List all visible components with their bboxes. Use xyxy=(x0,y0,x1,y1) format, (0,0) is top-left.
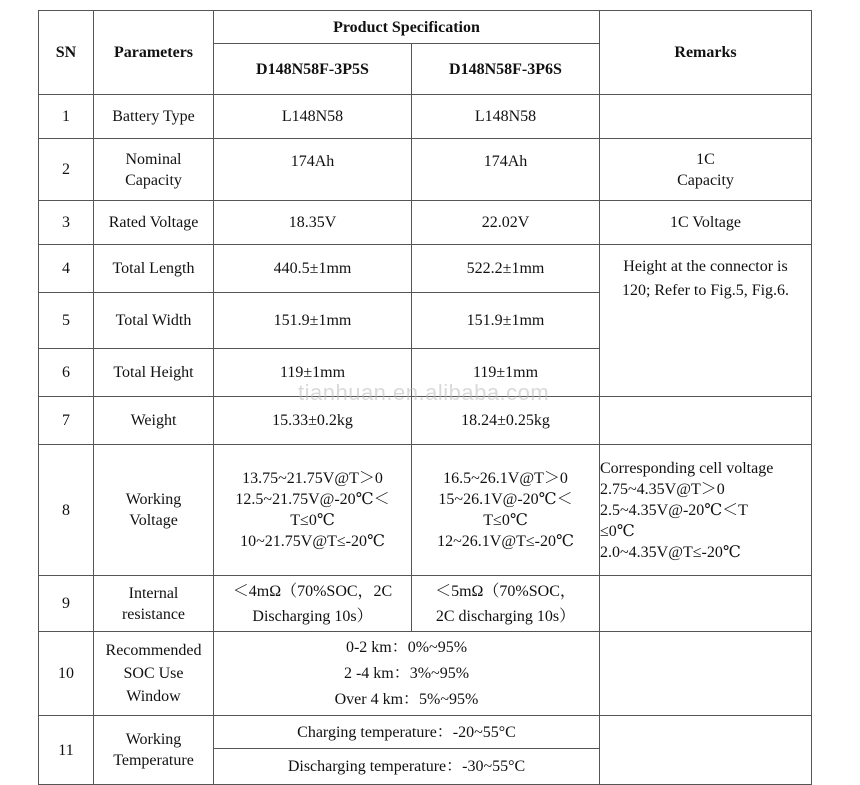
row-remark: 1C Capacity xyxy=(600,139,812,201)
watermark: tianhuan.en.alibaba.com xyxy=(298,380,550,405)
row-param: Rated Voltage xyxy=(94,201,214,245)
row-value-b: 174Ah xyxy=(412,139,600,201)
row-sn: 2 xyxy=(39,139,94,201)
row-value-a: 151.9±1mm xyxy=(214,293,412,349)
row-param: Recommended SOC Use Window xyxy=(94,632,214,716)
row-value-a: 13.75~21.75V@T＞0 12.5~21.75V@-20℃＜ T≤0℃ 10~21.75V@T≤-20℃ xyxy=(214,445,412,576)
row-value-a: 15.33±0.2kg xyxy=(214,397,412,445)
header-model-a: D148N58F-3P5S xyxy=(214,44,412,95)
row-value-a: ＜4mΩ（70%SOC，2C Discharging 10s） xyxy=(214,576,412,632)
row-value-b: 22.02V xyxy=(412,201,600,245)
row-remark: 1C Voltage xyxy=(600,201,812,245)
row-value-soc: 0-2 km：0%~95% 2 -4 km：3%~95% Over 4 km：5%~95% xyxy=(214,632,600,716)
row-value-charging: Charging temperature：-20~55°C xyxy=(214,716,600,749)
header-parameters: Parameters xyxy=(94,11,214,95)
row-sn: 9 xyxy=(39,576,94,632)
row-remark xyxy=(600,576,812,632)
row-remark xyxy=(600,397,812,445)
row-param: Battery Type xyxy=(94,95,214,139)
row-sn: 6 xyxy=(39,349,94,397)
row-value-b: L148N58 xyxy=(412,95,600,139)
table-row xyxy=(39,576,812,632)
row-value-b: 18.24±0.25kg xyxy=(412,397,600,445)
table-row xyxy=(39,397,812,445)
row-remark: Height at the connector is 120; Refer to Fig.5, Fig.6. xyxy=(600,245,812,397)
row-param: Total Height xyxy=(94,349,214,397)
row-remark: Corresponding cell voltage 2.75~4.35V@T＞0 2.5~4.35V@-20℃＜T ≤0℃ 2.0~4.35V@T≤-20℃ xyxy=(600,445,812,576)
header-remarks: Remarks xyxy=(600,11,812,95)
row-value-a: 174Ah xyxy=(214,139,412,201)
row-param: Working Voltage xyxy=(94,445,214,576)
table-row xyxy=(39,445,812,576)
row-sn: 10 xyxy=(39,632,94,716)
row-remark xyxy=(600,632,812,716)
row-param: Nominal Capacity xyxy=(94,139,214,201)
row-remark xyxy=(600,716,812,785)
table-row xyxy=(39,632,812,716)
table-row xyxy=(39,201,812,245)
row-sn: 7 xyxy=(39,397,94,445)
table-row xyxy=(39,139,812,201)
row-sn: 8 xyxy=(39,445,94,576)
row-value-a: L148N58 xyxy=(214,95,412,139)
header-sn: SN xyxy=(39,11,94,95)
header-model-b: D148N58F-3P6S xyxy=(412,44,600,95)
row-value-b: 16.5~26.1V@T＞0 15~26.1V@-20℃＜ T≤0℃ 12~26.1V@T≤-20℃ xyxy=(412,445,600,576)
row-param: Total Length xyxy=(94,245,214,293)
table-row xyxy=(39,716,812,749)
row-value-b: 119±1mm xyxy=(412,349,600,397)
row-value-b: ＜5mΩ（70%SOC， 2C discharging 10s） xyxy=(412,576,600,632)
row-sn: 3 xyxy=(39,201,94,245)
spec-table xyxy=(38,10,812,785)
header-product-spec: Product Specification xyxy=(214,11,600,44)
row-param: Internal resistance xyxy=(94,576,214,632)
row-value-a: 18.35V xyxy=(214,201,412,245)
table-row xyxy=(39,95,812,139)
row-sn: 5 xyxy=(39,293,94,349)
row-value-a: 440.5±1mm xyxy=(214,245,412,293)
row-sn: 1 xyxy=(39,95,94,139)
row-value-b: 522.2±1mm xyxy=(412,245,600,293)
row-sn: 11 xyxy=(39,716,94,785)
row-value-a: 119±1mm xyxy=(214,349,412,397)
table-row xyxy=(39,245,812,293)
row-param: Working Temperature xyxy=(94,716,214,785)
row-value-b: 151.9±1mm xyxy=(412,293,600,349)
row-sn: 4 xyxy=(39,245,94,293)
row-value-discharging: Discharging temperature：-30~55°C xyxy=(214,749,600,785)
row-param: Total Width xyxy=(94,293,214,349)
row-remark xyxy=(600,95,812,139)
row-param: Weight xyxy=(94,397,214,445)
